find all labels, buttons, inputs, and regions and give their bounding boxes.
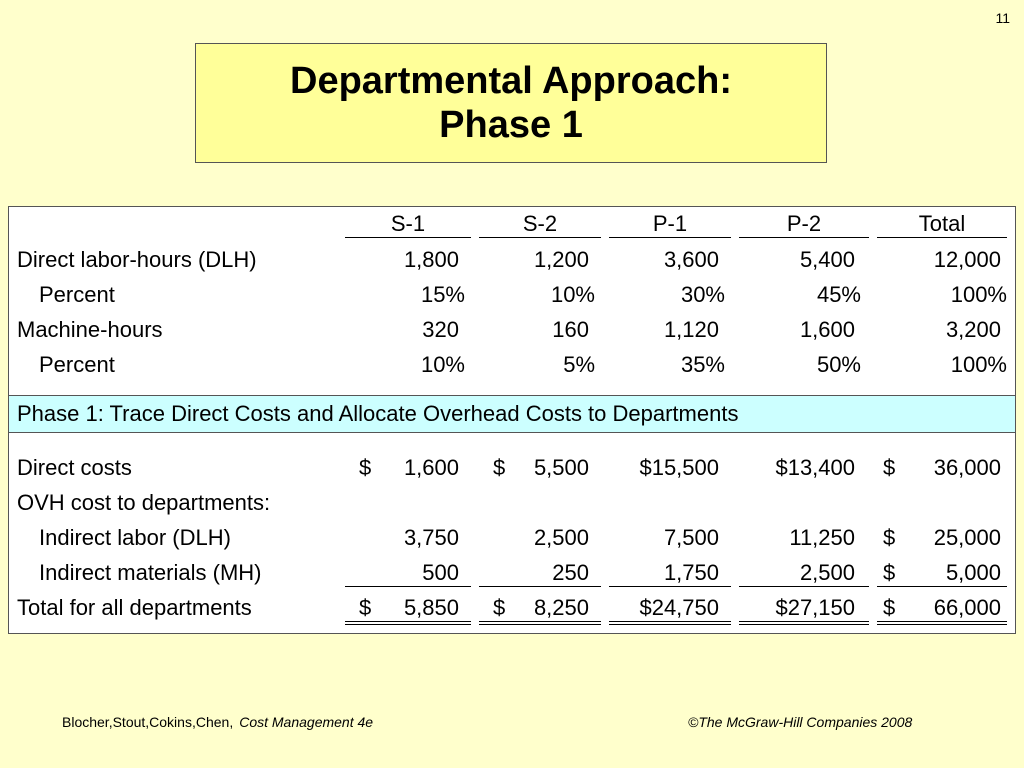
- row-label: OVH cost to departments:: [17, 490, 271, 515]
- cell: $ 8,250: [479, 595, 601, 625]
- title-line-1: Departmental Approach:: [290, 60, 732, 102]
- cell: 100%: [950, 282, 1007, 307]
- table-row: [9, 556, 1015, 590]
- cell: 1,800: [403, 247, 459, 272]
- cell: 35%: [680, 352, 725, 377]
- table-row: [9, 486, 1015, 520]
- table-row: [9, 348, 1015, 382]
- footer-citation: [62, 714, 373, 730]
- cell: 5,400: [799, 247, 855, 272]
- cell: 45%: [816, 282, 861, 307]
- cell: $ 36,000: [883, 455, 1001, 480]
- cell: $ 5,500: [493, 455, 589, 480]
- cell: 10%: [550, 282, 595, 307]
- row-label: Direct costs: [17, 455, 132, 480]
- cell: 100%: [950, 352, 1007, 377]
- cell: $27,150: [739, 595, 869, 625]
- column-header-s2: S-2: [479, 211, 601, 238]
- cell: $24,750: [609, 595, 731, 625]
- table-row: [9, 278, 1015, 312]
- cell: $ 25,000: [883, 525, 1001, 550]
- cell: 2,500: [739, 560, 869, 587]
- column-header-p2: P-2: [739, 211, 869, 238]
- cell: 320: [422, 317, 459, 342]
- column-header-p1: P-1: [609, 211, 731, 238]
- cell: 1,200: [533, 247, 589, 272]
- cell: $ 5,850: [345, 595, 471, 625]
- table-row: [9, 313, 1015, 347]
- cell: $15,500: [639, 455, 719, 480]
- footer-authors: Blocher,Stout,Cokins,Chen,: [62, 714, 234, 730]
- cell: 3,600: [663, 247, 719, 272]
- row-label: Percent: [39, 282, 115, 307]
- footer-copyright: ©The McGraw-Hill Companies 2008: [688, 714, 913, 730]
- title-line-2: Phase 1: [439, 104, 583, 146]
- cell: 500: [345, 560, 471, 587]
- cell: 50%: [816, 352, 861, 377]
- cell: 1,600: [799, 317, 855, 342]
- table-row: [9, 451, 1015, 485]
- cell: 11,250: [789, 525, 855, 550]
- cell: $ 5,000: [877, 560, 1007, 587]
- table-row: [9, 521, 1015, 555]
- slide-number: 11: [995, 10, 1010, 26]
- cell: 3,200: [945, 317, 1001, 342]
- row-label: Machine-hours: [17, 317, 163, 342]
- cell: 30%: [680, 282, 725, 307]
- cell: 1,750: [609, 560, 731, 587]
- cell: $ 66,000: [877, 595, 1007, 625]
- cell: 10%: [420, 352, 465, 377]
- cell: 160: [552, 317, 589, 342]
- row-label: Direct labor-hours (DLH): [17, 247, 257, 272]
- cell: 5%: [563, 352, 595, 377]
- cost-table: [8, 206, 1016, 634]
- cell: 2,500: [533, 525, 589, 550]
- row-label: Indirect materials (MH): [39, 560, 262, 585]
- table-row: [9, 243, 1015, 277]
- row-label: Total for all departments: [17, 595, 252, 620]
- title-box: [195, 43, 827, 163]
- cell: 1,120: [663, 317, 719, 342]
- cell: 3,750: [403, 525, 459, 550]
- column-header-total: Total: [877, 211, 1007, 238]
- row-label: Percent: [39, 352, 115, 377]
- cell: 7,500: [663, 525, 719, 550]
- cell: $13,400: [775, 455, 855, 480]
- footer-book-title: Cost Management 4e: [239, 714, 374, 730]
- phase-banner: [9, 395, 1015, 433]
- phase-banner-text: Phase 1: Trace Direct Costs and Allocate Overhead Costs to Departments: [17, 401, 739, 426]
- cell: $ 1,600: [359, 455, 459, 480]
- row-label: Indirect labor (DLH): [39, 525, 231, 550]
- cell: 12,000: [933, 247, 1001, 272]
- column-header-s1: S-1: [345, 211, 471, 238]
- cell: 250: [479, 560, 601, 587]
- table-row: [9, 591, 1015, 625]
- cell: 15%: [420, 282, 465, 307]
- table-header-row: [9, 207, 1015, 241]
